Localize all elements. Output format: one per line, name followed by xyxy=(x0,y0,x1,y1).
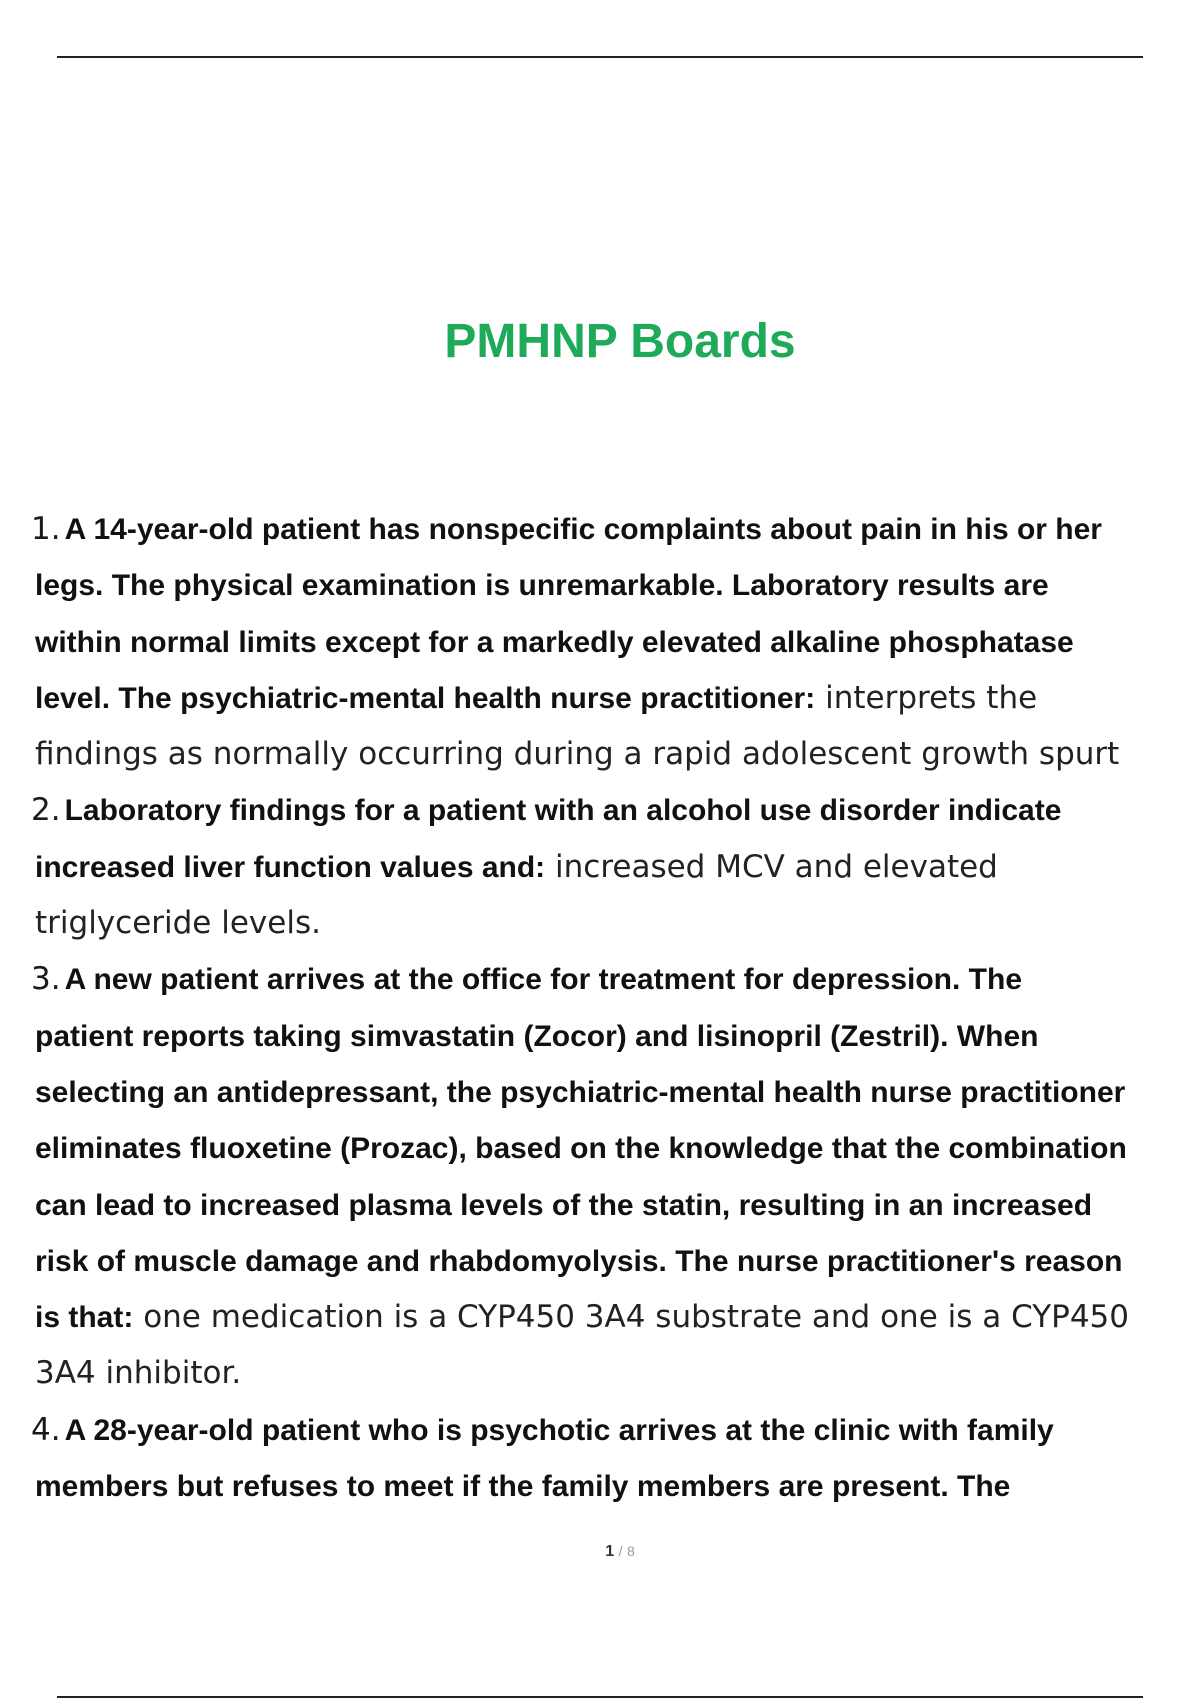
question-text: level. The psychiatric-mental health nurse practitioner: xyxy=(35,681,816,715)
total-pages: 8 xyxy=(626,1543,635,1559)
question-text: increased liver function values and: xyxy=(35,850,546,884)
text-line xyxy=(31,782,1200,838)
question-text: A 28-year-old patient who is psychotic arrives at the clinic with family xyxy=(64,1413,1054,1447)
document-title: PMHNP Boards xyxy=(444,315,796,368)
question-number: 4. xyxy=(31,1411,61,1448)
text-line xyxy=(31,614,1200,670)
question-list xyxy=(31,501,1200,1514)
text-line xyxy=(31,557,1200,613)
text-line xyxy=(31,1177,1200,1233)
answer-text: interprets the xyxy=(815,679,1038,716)
question-number: 3. xyxy=(31,961,61,998)
text-line xyxy=(31,1120,1200,1176)
text-line xyxy=(31,1402,1200,1458)
text-line xyxy=(31,501,1200,557)
question-text: legs. The physical examination is unremarkable. Laboratory results are xyxy=(35,569,1049,603)
text-line xyxy=(31,670,1200,726)
question-text: A new patient arrives at the office for treatment for depression. The xyxy=(64,963,1022,997)
answer-text: triglyceride levels. xyxy=(35,905,321,942)
answer-text: findings as normally occurring during a rapid adolescent growth spurt xyxy=(35,736,1120,773)
question-text: Laboratory findings for a patient with an alcohol use disorder indicate xyxy=(64,794,1062,828)
current-page: 1 xyxy=(605,1543,615,1560)
text-line xyxy=(31,726,1200,782)
question-number: 1. xyxy=(31,511,61,547)
question-number: 2. xyxy=(31,792,61,829)
text-line xyxy=(31,895,1200,951)
question-text: selecting an antidepressant, the psychiatric-mental health nurse practitioner xyxy=(35,1075,1126,1109)
page-separator: / xyxy=(618,1543,623,1559)
text-line xyxy=(31,1008,1200,1064)
text-line xyxy=(31,1064,1200,1120)
top-divider xyxy=(57,56,1143,58)
question-text: members but refuses to meet if the family members are present. The xyxy=(35,1470,1011,1504)
question-text: within normal limits except for a markedly elevated alkaline phosphatase xyxy=(35,625,1074,659)
question-text: risk of muscle damage and rhabdomyolysis. The nurse practitioner's reason xyxy=(35,1244,1123,1278)
text-line xyxy=(31,1345,1200,1401)
text-line xyxy=(31,1233,1200,1289)
question-text: eliminates fluoxetine (Prozac), based on the knowledge that the combination xyxy=(35,1132,1127,1166)
text-line xyxy=(31,951,1200,1007)
question-text: A 14-year-old patient has nonspecific complaints about pain in his or her xyxy=(64,513,1102,546)
bottom-divider xyxy=(57,1696,1143,1698)
answer-text: increased MCV and elevated xyxy=(545,848,998,885)
answer-text: one medication is a CYP450 3A4 substrate and one is a CYP450 xyxy=(133,1299,1129,1336)
question-text: patient reports taking simvastatin (Zocor) and lisinopril (Zestril). When xyxy=(35,1019,1039,1053)
answer-text: 3A4 inhibitor. xyxy=(35,1355,242,1392)
question-text: is that: xyxy=(35,1301,134,1335)
text-line xyxy=(31,1458,1200,1514)
question-text: can lead to increased plasma levels of the statin, resulting in an increased xyxy=(35,1188,1093,1222)
text-line xyxy=(31,839,1200,895)
text-line xyxy=(31,1289,1200,1345)
page-indicator xyxy=(0,1543,1200,1561)
